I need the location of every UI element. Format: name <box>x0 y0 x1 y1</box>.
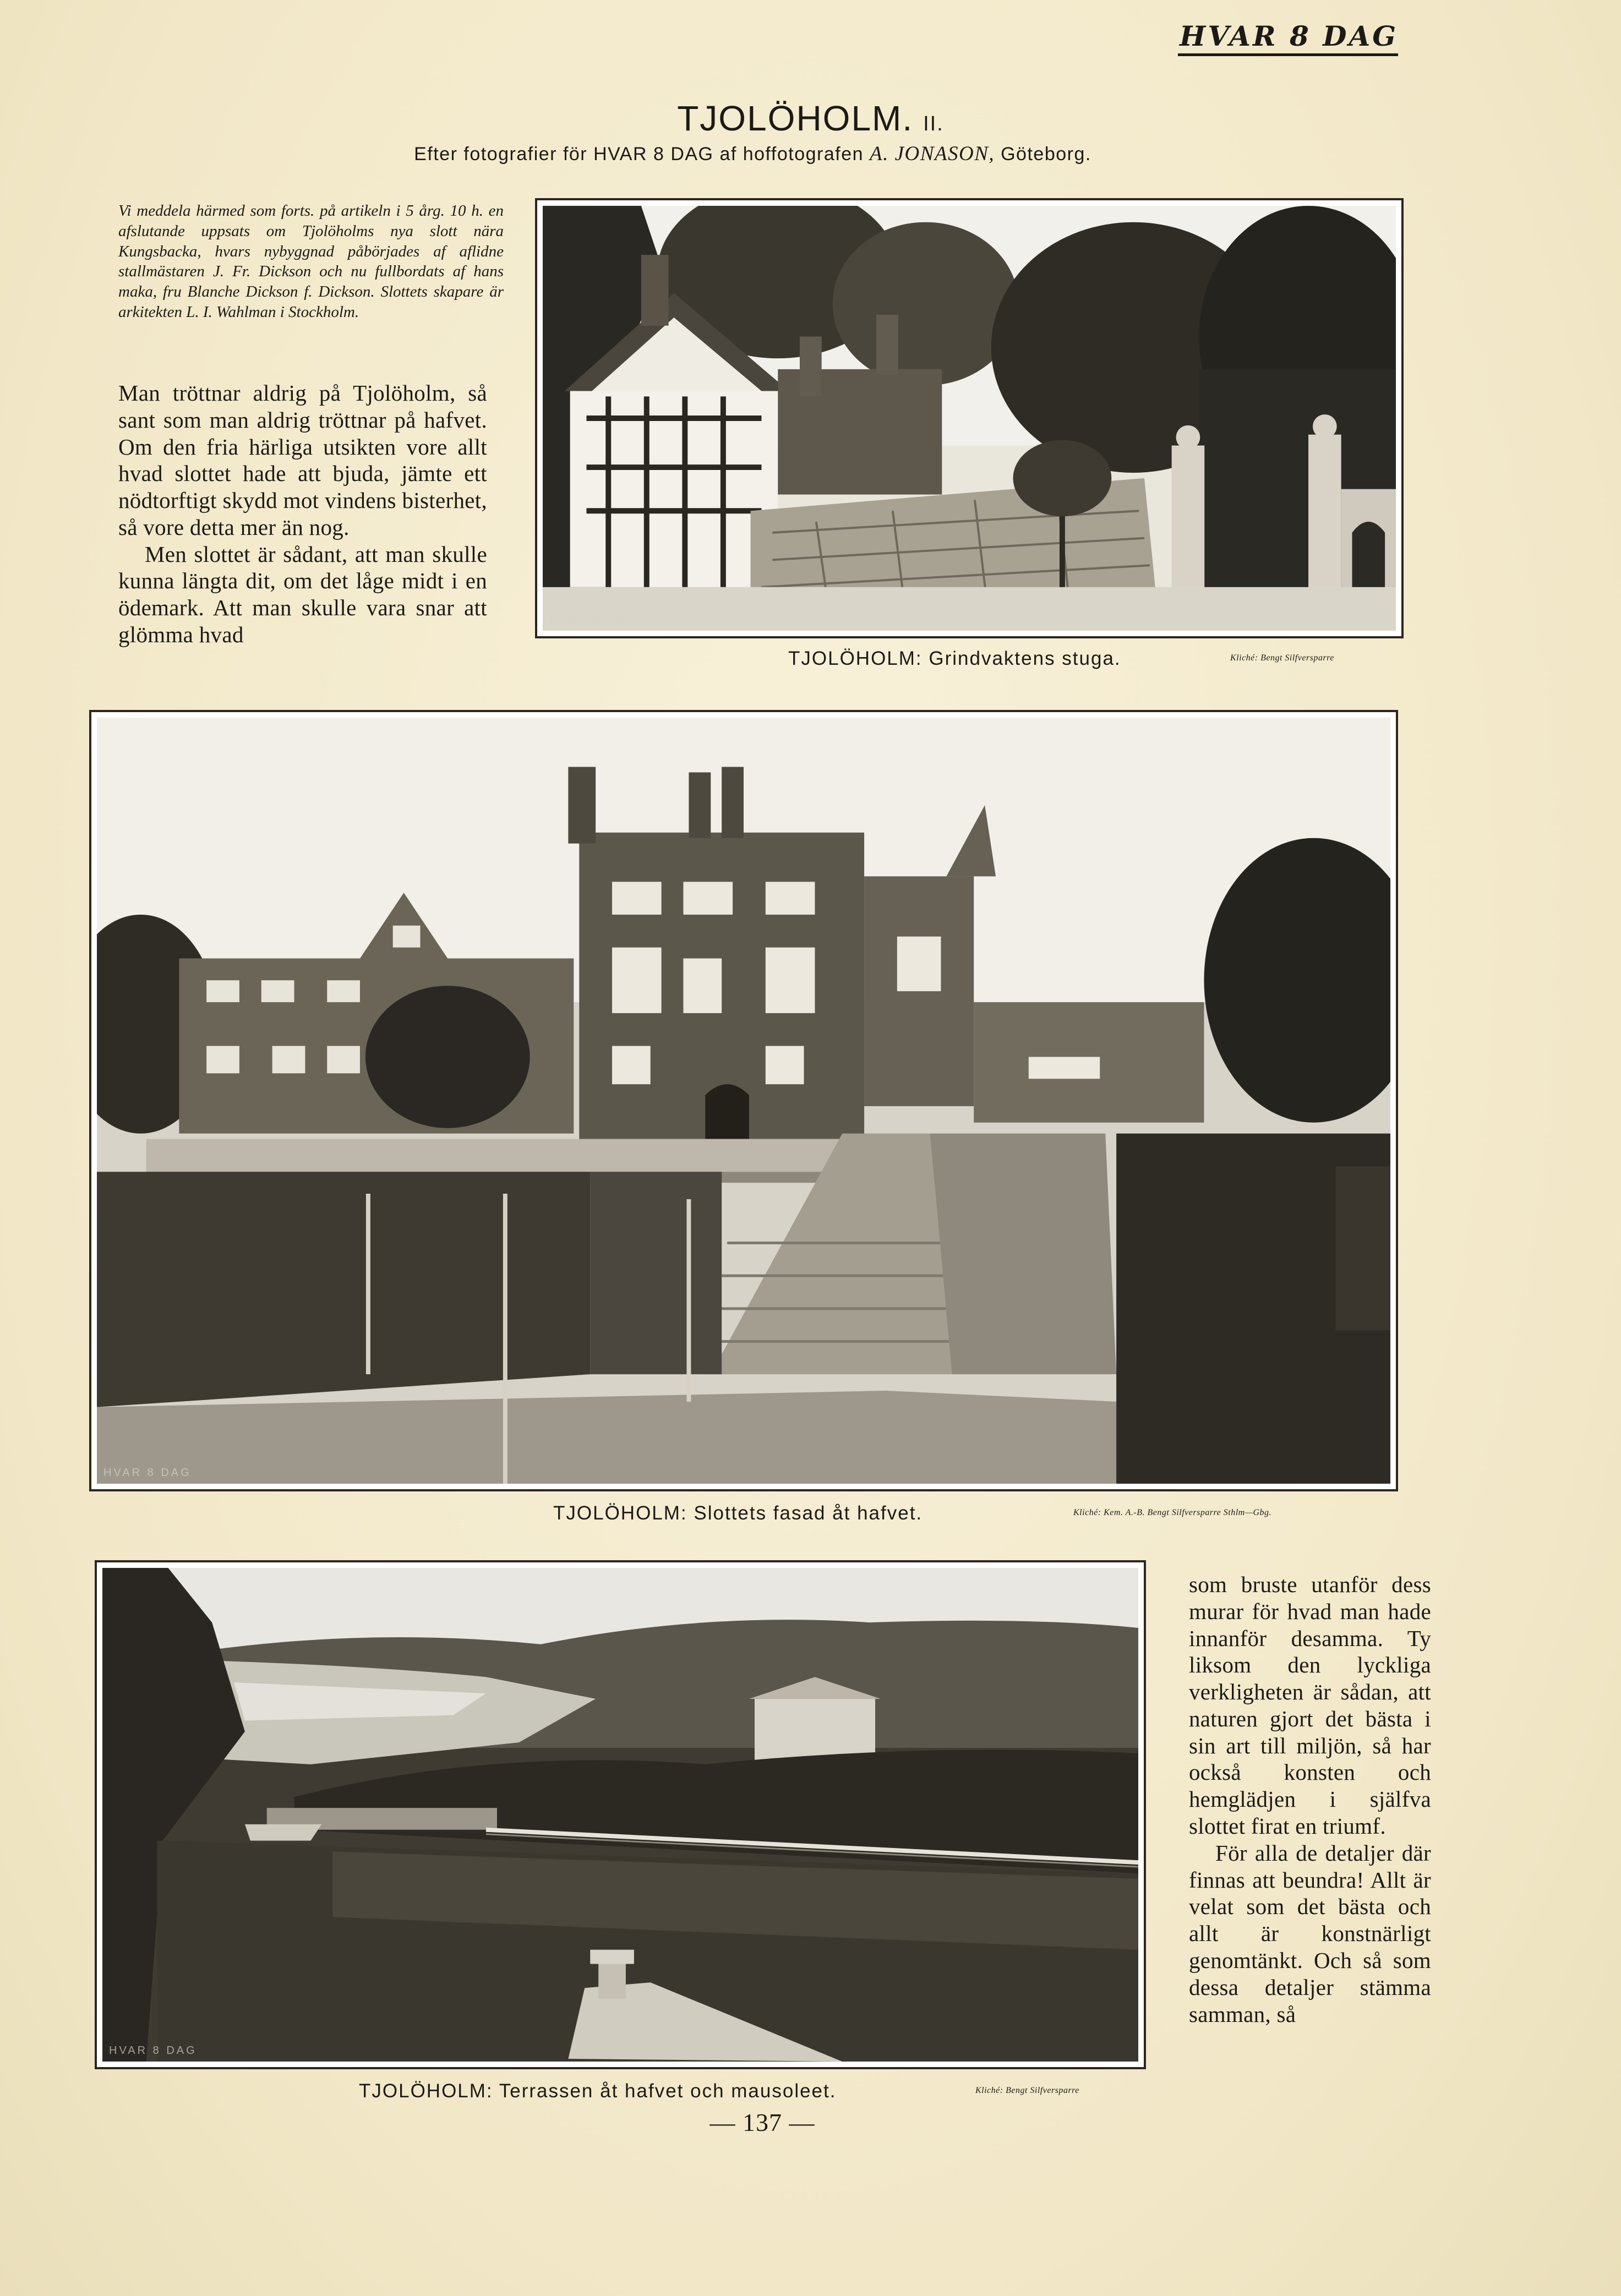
gatekeeper-cottage-image <box>543 206 1396 631</box>
body-left-paragraph-1: Man tröttnar aldrig på Tjolöholm, så sant som man aldrig tröttnar på hafvet. Om den fria härliga utsikten vore allt hvad slottet hade att bjuda, jämte ett nödtorftigt skydd mot vindens bisterhet, så vore detta mer än nog. <box>118 380 487 540</box>
castle-facade-image <box>97 718 1390 1484</box>
body-column-left <box>118 380 487 648</box>
body-right-paragraph-2: För alla de detaljer där finnas att beundra! Allt är velat som det bästa och allt är konstnärligt genomtänkt. Och så som dessa detaljer stämma samman, så <box>1189 1840 1431 2027</box>
photo-tag-1: HVAR 8 DAG <box>549 614 637 626</box>
credit-castle-facade: Kliché: Kem. A.-B. Bengt Silfversparre Sthlm—Gbg. <box>1073 1508 1272 1517</box>
photo-tag-2: HVAR 8 DAG <box>103 1467 192 1479</box>
credit-gatekeeper-cottage: Kliché: Bengt Silfversparre <box>1230 653 1334 663</box>
article-title <box>0 99 1621 138</box>
article-part-number: II. <box>923 112 944 135</box>
body-right-paragraph-1: som bruste utanför dess murar för hvad man hade innanför desamma. Ty liksom den lyckliga verkligheten är sådan, att naturen gjort det bästa i sin art till miljön, så har också konsten och hemglädjen i själfva slottet firat en triumf. <box>1189 1572 1431 1839</box>
credit-terrace-mausoleum: Kliché: Bengt Silfversparre <box>975 2086 1079 2095</box>
body-left-paragraph-2: Men slottet är sådant, att man skulle kunna längta dit, om det låge midt i en ödemark. Att man skulle vara snar att glömma hvad <box>118 541 487 648</box>
subtitle-prefix: Efter fotografier för HVAR 8 DAG af hoffotografen <box>414 144 864 165</box>
photo-terrace-mausoleum <box>95 1560 1146 2069</box>
terrace-mausoleum-image <box>102 1568 1138 2062</box>
photo-tag-3: HVAR 8 DAG <box>109 2044 197 2057</box>
masthead: HVAR 8 DAG <box>1178 21 1398 56</box>
caption-castle-facade: TJOLÖHOLM: Slottets fasad åt hafvet. <box>553 1502 923 1524</box>
subtitle-photographer: A. JONASON, <box>869 143 995 165</box>
subtitle-city: Göteborg. <box>1001 144 1091 165</box>
body-column-right <box>1189 1571 1431 2027</box>
caption-gatekeeper-cottage: TJOLÖHOLM: Grindvaktens stuga. <box>788 648 1121 669</box>
intro-paragraph: Vi meddela härmed som forts. på artikeln i 5 årg. 10 h. en afslutande uppsats om Tjolöholms nya slott nära Kungsbacka, hvars nybyggnad påbörjades af aflidne stallmästaren J. Fr. Dickson och nu fullbordats af hans maka, fru Blanche Dickson f. Dickson. Slottets skapare är arkitekten L. I. Wahlman i Stockholm. <box>118 202 504 321</box>
article-subtitle <box>0 142 1505 166</box>
photo-castle-facade <box>89 710 1398 1491</box>
caption-terrace-mausoleum: TJOLÖHOLM: Terrassen åt hafvet och mausoleet. <box>359 2080 837 2102</box>
page-number: — 137 — <box>709 2108 815 2136</box>
photo-gatekeeper-cottage <box>535 198 1404 638</box>
article-title-text: TJOLÖHOLM. <box>677 99 914 138</box>
